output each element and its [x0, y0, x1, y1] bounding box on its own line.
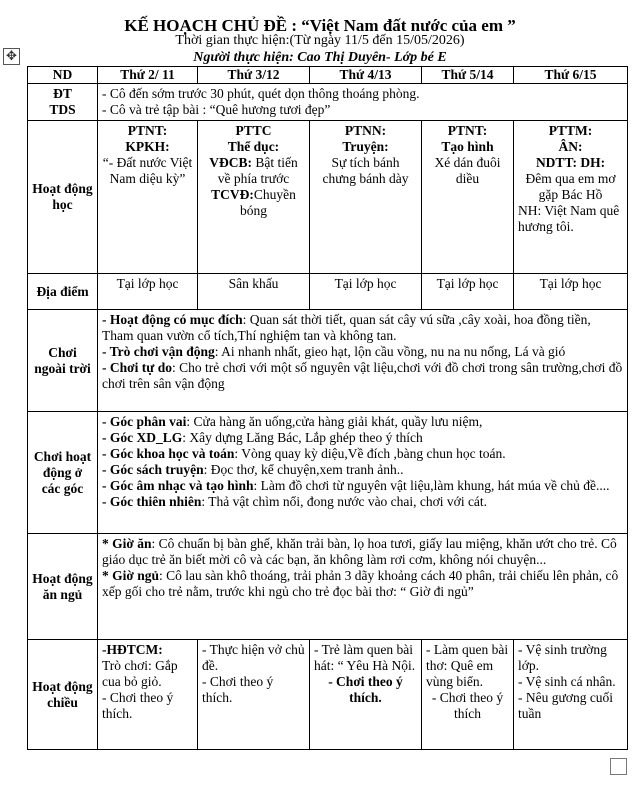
chieu-tue: - Thực hiện vở chủ đề. - Chơi theo ý thích. [198, 640, 310, 750]
dia-diem-tue: Sân khấu [198, 274, 310, 310]
goc-item: - Góc âm nhạc và tạo hình: Làm đồ chơi từ nguyên vật liệu,làm khung, hát múa về chủ đề.... [102, 478, 610, 493]
goc-content [98, 412, 628, 534]
col-thu: Thứ 5/14 [422, 67, 514, 84]
row-an-ngu [28, 534, 628, 640]
dia-diem-fri: Tại lớp học [514, 274, 628, 310]
goc-item: - Góc phân vai: Cửa hàng ăn uống,cửa hàng giải khát, quầy lưu niệm, [102, 414, 483, 429]
row-dia-diem [28, 274, 628, 310]
an-ngu-item: * Giờ ăn: Cô chuẩn bị bàn ghế, khăn trải bàn, lọ hoa tươi, giấy lau miệng, khăn ướt cho trẻ. Cô giáo dục trẻ ăn biết mời cô và các bạn, ăn không làm rơi cơm, không nói chuyện... [102, 536, 617, 567]
time-range: Thời gian thực hiện:(Từ ngày 11/5 đến 15/05/2026) [175, 33, 465, 48]
col-nd: ND [28, 67, 98, 84]
dt-line-1: - Cô đến sớm trước 30 phút, quét dọn thông thoáng phòng. [102, 86, 420, 101]
goc-item: - Góc thiên nhiên: Thả vật chìm nổi, đong nước vào chai, chơi với cát. [102, 494, 488, 509]
col-fri: Thứ 6/15 [514, 67, 628, 84]
row-hoat-dong-hoc [28, 121, 628, 274]
plan-title: KẾ HOẠCH CHỦ ĐỀ : “Việt Nam đất nước của em ” [124, 16, 516, 35]
row-label-an-ngu: Hoạt động ăn ngủ [28, 534, 98, 640]
chieu-wed: - Trẻ làm quen bài hát: “ Yêu Hà Nội. - Chơi theo ý thích. [310, 640, 422, 750]
row-label-ngoai-troi: Chơi ngoài trời [28, 310, 98, 412]
ngoai-troi-content [98, 310, 628, 412]
header-row [28, 67, 628, 84]
hoc-fri: PTTM: ÂN: NDTT: DH: Đêm qua em mơ gặp Bác Hồ NH: Việt Nam quê hương tôi. [514, 121, 628, 274]
dt-line-2: - Cô và trẻ tập bài : “Quê hương tươi đẹp” [102, 102, 331, 117]
move-handle-icon[interactable]: ✥ [3, 48, 20, 65]
dia-diem-thu: Tại lớp học [422, 274, 514, 310]
dt-content [98, 84, 628, 121]
plan-table [27, 66, 628, 750]
row-label-hoc: Hoạt động học [28, 121, 98, 274]
row-choi-goc [28, 412, 628, 534]
row-label-dia-diem: Địa điểm [28, 274, 98, 310]
ngoai-troi-item: - Trò chơi vận động: Ai nhanh nhất, gieo hạt, lộn cầu vồng, nu na nu nống, Lá và gió [102, 344, 566, 359]
ngoai-troi-item: - Chơi tự do: Cho trẻ chơi với một số nguyên vật liệu,chơi với đồ chơi trong sân trường,chơi đồ chơi trên sân vận động [102, 360, 623, 391]
dia-diem-mon: Tại lớp học [98, 274, 198, 310]
an-ngu-item: * Giờ ngủ: Cô lau sàn khô thoáng, trải phản 3 dãy khoảng cách 40 phân, trải chiếu lên phản, cô xếp gối cho trẻ nằm, trước khi ngủ cho trẻ đọc bài thơ: “ Giờ đi ngủ” [102, 568, 619, 599]
row-hoat-dong-chieu [28, 640, 628, 750]
col-wed: Thứ 4/13 [310, 67, 422, 84]
chieu-mon: -HĐTCM: Trò chơi: Gắp cua bỏ giỏ. - Chơi theo ý thích. [98, 640, 198, 750]
teacher-line: Người thực hiện: Cao Thị Duyên- Lớp bé E [193, 50, 447, 65]
chieu-thu: - Làm quen bài thơ: Quê em vùng biển. - Chơi theo ý thích [422, 640, 514, 750]
dia-diem-wed: Tại lớp học [310, 274, 422, 310]
row-choi-ngoai-troi [28, 310, 628, 412]
ngoai-troi-item: - Hoạt động có mục đích: Quan sát thời tiết, quan sát cây vú sữa ,cây xoài, hoa đồng tiền, Tham quan vườn cổ tích,Thí nghiệm tan và không tan. [102, 312, 591, 343]
row-label-chieu: Hoạt động chiều [28, 640, 98, 750]
chieu-fri: - Vệ sinh trường lớp. - Vệ sinh cá nhân. - Nêu gương cuối tuần [514, 640, 628, 750]
hoc-mon: PTNT: KPKH: “- Đất nước Việt Nam diệu kỳ” [98, 121, 198, 274]
goc-item: - Góc XD_LG: Xây dựng Lăng Bác, Lắp ghép theo ý thích [102, 430, 423, 445]
col-tue: Thứ 3/12 [198, 67, 310, 84]
resize-handle-icon[interactable] [610, 758, 627, 775]
an-ngu-content [98, 534, 628, 640]
hoc-thu: PTNT: Tạo hình Xé dán đuôi diều [422, 121, 514, 274]
row-label-goc: Chơi hoạt động ở các góc [28, 412, 98, 534]
col-mon: Thứ 2/ 11 [98, 67, 198, 84]
hoc-wed: PTNN: Truyện: Sự tích bánh chưng bánh dày [310, 121, 422, 274]
row-label-dt: ĐT TDS [28, 84, 98, 121]
hoc-tue: PTTC Thể dục: VĐCB: Bật tiến về phía trước TCVĐ:Chuyền bóng [198, 121, 310, 274]
goc-item: - Góc khoa học và toán: Vòng quay kỳ diệu,Về đích ,bàng chun học toán. [102, 446, 506, 461]
row-dt-tds [28, 84, 628, 121]
goc-item: - Góc sách truyện: Đọc thơ, kể chuyện,xem tranh ảnh.. [102, 462, 404, 477]
